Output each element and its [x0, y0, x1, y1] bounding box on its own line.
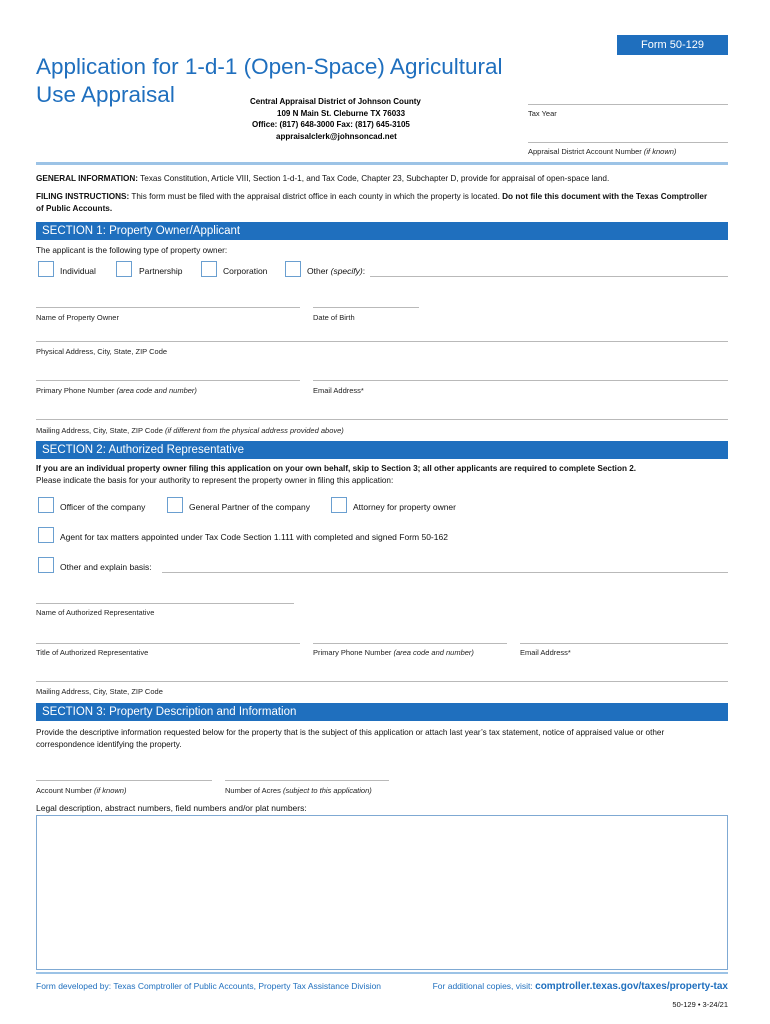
- physical-address-field[interactable]: [36, 341, 728, 342]
- cad-phone: Office: (817) 648-3000 Fax: (817) 645-3105: [252, 120, 410, 129]
- officer-label: Officer of the company: [60, 502, 146, 512]
- rep-name-label: Name of Authorized Representative: [36, 608, 155, 617]
- owner-phone-label: Primary Phone Number (area code and number): [36, 386, 197, 395]
- rep-name-field[interactable]: [36, 603, 294, 604]
- s3-account-number-field[interactable]: [36, 780, 212, 781]
- officer-checkbox[interactable]: [38, 497, 54, 513]
- footer-divider: [36, 972, 728, 974]
- owner-email-label: Email Address*: [313, 386, 364, 395]
- legal-description-label: Legal description, abstract numbers, field numbers and/or plat numbers:: [36, 803, 307, 813]
- section2-instruction-bold: If you are an individual property owner filing this application on your own behalf, skip to Section 3; all other applicants are required to complete Section 2.: [36, 464, 637, 473]
- section3-header: SECTION 3: Property Description and Information: [36, 703, 728, 721]
- filing-instructions: FILING INSTRUCTIONS: This form must be filed with the appraisal district office in each county in which the property is located. Do not file this document with the Texas Comptroller of Public Accounts.: [36, 192, 708, 213]
- section2-header: SECTION 2: Authorized Representative: [36, 441, 728, 459]
- other-basis-label: Other and explain basis:: [60, 562, 152, 572]
- other-owner-specify-field[interactable]: [370, 276, 728, 277]
- rep-title-field[interactable]: [36, 643, 300, 644]
- cad-name: Central Appraisal District of Johnson County: [250, 97, 421, 106]
- legal-description-textarea[interactable]: [36, 815, 728, 970]
- rep-title-label: Title of Authorized Representative: [36, 648, 149, 657]
- s3-account-number-label: Account Number (if known): [36, 786, 127, 795]
- section1-header: SECTION 1: Property Owner/Applicant: [36, 222, 728, 240]
- corporation-label: Corporation: [223, 266, 268, 276]
- owner-phone-field[interactable]: [36, 380, 300, 381]
- owner-mailing-address-label: Mailing Address, City, State, ZIP Code (if different from the physical address provided above): [36, 426, 344, 435]
- physical-address-label: Physical Address, City, State, ZIP Code: [36, 347, 168, 356]
- individual-label: Individual: [60, 266, 96, 276]
- general-partner-checkbox[interactable]: [167, 497, 183, 513]
- rep-email-label: Email Address*: [520, 648, 571, 657]
- acres-label: Number of Acres (subject to this application): [225, 786, 372, 795]
- agent-checkbox[interactable]: [38, 527, 54, 543]
- owner-email-field[interactable]: [313, 380, 728, 381]
- partnership-checkbox[interactable]: [116, 261, 132, 277]
- form-number-badge: Form 50-129: [617, 35, 728, 55]
- section1-intro: The applicant is the following type of property owner:: [36, 246, 228, 255]
- title-line-2: Use Appraisal: [36, 82, 175, 107]
- section3-intro: Provide the descriptive information requested below for the property that is the subject of this application or attach last year’s tax statement, notice of appraised value or other correspondence identifying the property.: [36, 728, 665, 749]
- dob-label: Date of Birth: [313, 313, 355, 322]
- rep-phone-label: Primary Phone Number (area code and number): [313, 648, 474, 657]
- agent-label: Agent for tax matters appointed under Tax Code Section 1.111 with completed and signed Form 50-162: [60, 532, 448, 542]
- attorney-label: Attorney for property owner: [353, 502, 456, 512]
- acres-field[interactable]: [225, 780, 389, 781]
- other-owner-label: Other (specify):: [307, 266, 366, 276]
- footer-developed-by: Form developed by: Texas Comptroller of Public Accounts, Property Tax Assistance Division: [36, 981, 382, 991]
- owner-name-field[interactable]: [36, 307, 300, 308]
- section2-instruction: Please indicate the basis for your authority to represent the property owner in filing this application:: [36, 476, 394, 485]
- account-number-label: Appraisal District Account Number (if known): [528, 147, 677, 156]
- rep-email-field[interactable]: [520, 643, 728, 644]
- cad-address-block: [250, 96, 421, 142]
- dob-field[interactable]: [313, 307, 419, 308]
- cad-address: 109 N Main St. Cleburne TX 76033: [277, 108, 406, 118]
- cad-email: appraisalclerk@johnsoncad.net: [276, 131, 397, 141]
- general-partner-label: General Partner of the company: [189, 502, 310, 512]
- individual-checkbox[interactable]: [38, 261, 54, 277]
- comptroller-link[interactable]: comptroller.texas.gov/taxes/property-tax: [535, 981, 728, 992]
- form-code: 50-129 • 3-24/21: [672, 1000, 728, 1009]
- owner-name-label: Name of Property Owner: [36, 313, 119, 322]
- rep-mailing-address-field[interactable]: [36, 681, 728, 682]
- tax-year-label: Tax Year: [528, 109, 557, 118]
- partnership-label: Partnership: [139, 266, 183, 276]
- rep-mailing-address-label: Mailing Address, City, State, ZIP Code: [36, 687, 163, 696]
- corporation-checkbox[interactable]: [201, 261, 217, 277]
- account-number-field[interactable]: [528, 142, 728, 143]
- owner-mailing-address-field[interactable]: [36, 419, 728, 420]
- attorney-checkbox[interactable]: [331, 497, 347, 513]
- tax-year-field[interactable]: [528, 104, 728, 105]
- footer-copies: For additional copies, visit: comptroller.texas.gov/taxes/property-tax: [432, 981, 728, 992]
- general-information: GENERAL INFORMATION: Texas Constitution, Article VIII, Section 1-d-1, and Tax Code, Chapter 23, Subchapter D, provide for appraisal of open-space land.: [36, 174, 610, 183]
- other-basis-field[interactable]: [162, 572, 728, 573]
- other-basis-checkbox[interactable]: [38, 557, 54, 573]
- rep-phone-field[interactable]: [313, 643, 507, 644]
- title-line-1: Application for 1-d-1 (Open-Space) Agricultural: [36, 54, 503, 79]
- other-owner-checkbox[interactable]: [285, 261, 301, 277]
- header-divider: [36, 162, 728, 165]
